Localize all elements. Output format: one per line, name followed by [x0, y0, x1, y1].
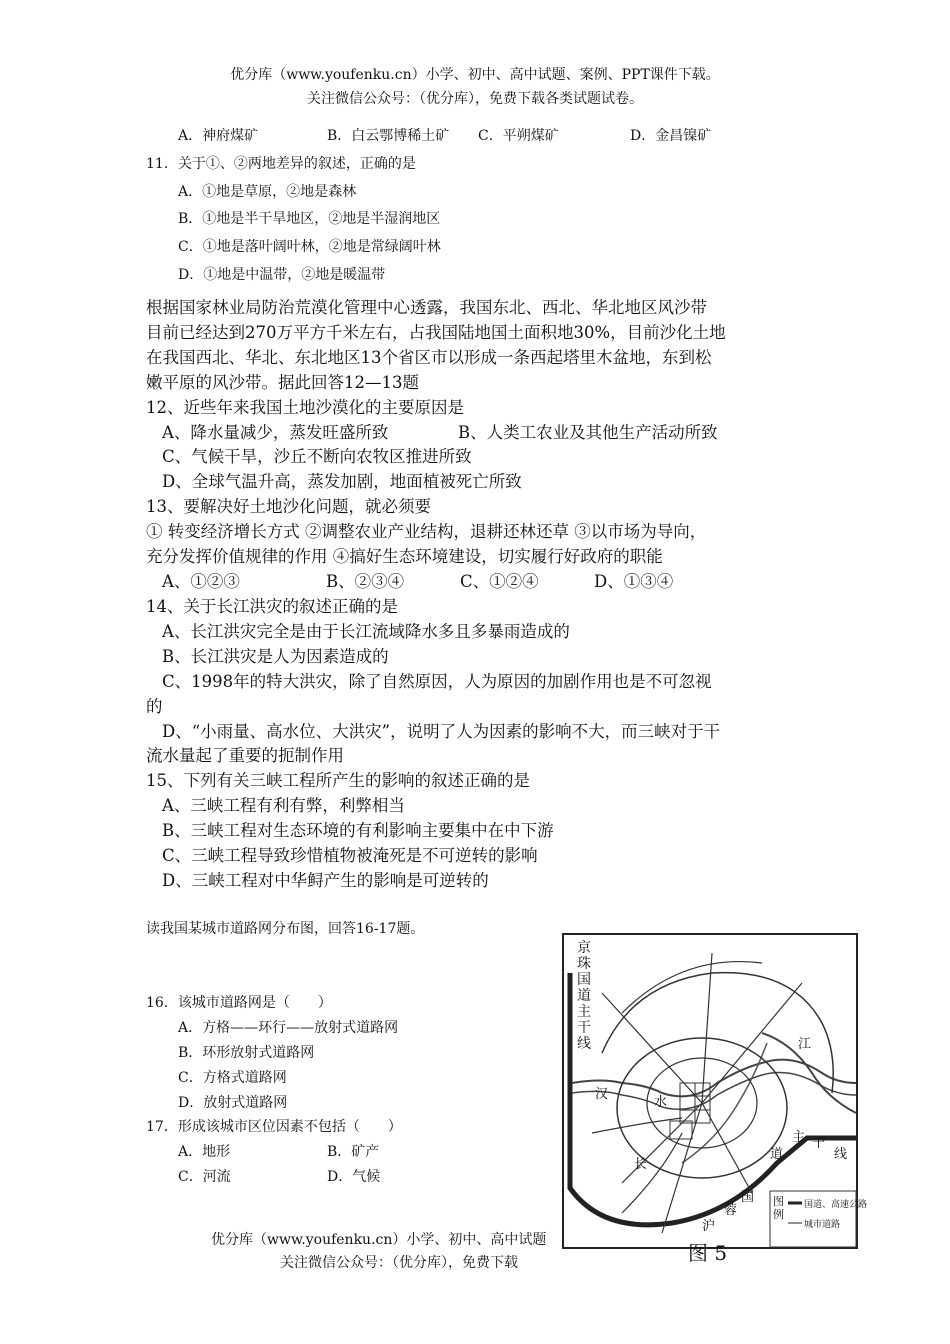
- q14-option-d-line1: D、“小雨量、高水位、大洪灾”，说明了人为因素的影响不大，而三峡对于干: [162, 722, 721, 741]
- map-label-jiang: 江: [798, 1037, 812, 1052]
- map-label-hu: 沪: [702, 1219, 716, 1234]
- page-footer-line1: 优分库（www.youfenku.cn）小学、初中、高中试题: [211, 1232, 547, 1248]
- q10-option-d: D．金昌镍矿: [630, 128, 712, 144]
- map-label-chang: 长: [634, 1157, 648, 1172]
- road-network-map: [562, 933, 868, 1249]
- q11-option-a: A．①地是草原，②地是森林: [178, 184, 357, 200]
- q14-option-d-line2: 流水量起了重要的扼制作用: [146, 746, 344, 765]
- map-label-zhu: 主: [792, 1130, 806, 1145]
- q16-option-b: B．环形放射式道路网: [178, 1045, 315, 1061]
- passage-line-3: 在我国西北、华北、东北地区13个省区市以形成一条西起塔里木盆地，东到松: [146, 348, 712, 367]
- q15-stem: 15、下列有关三峡工程所产生的影响的叙述正确的是: [146, 771, 530, 790]
- map-legend-highway: 国道、高速公路: [804, 1200, 868, 1210]
- q15-option-d: D、三峡工程对中华鲟产生的影响是可逆转的: [162, 871, 489, 890]
- map-legend-title: 图例: [773, 1195, 784, 1221]
- map-label-han: 汉: [595, 1087, 609, 1102]
- q16-option-a: A．方格——环行——放射式道路网: [178, 1020, 399, 1036]
- q16-option-d: D．放射式道路网: [178, 1095, 288, 1111]
- map-legend-city-road: 城市道路: [804, 1220, 841, 1230]
- q11-option-c: C．①地是落叶阔叶林，②地是常绿阔叶林: [178, 239, 441, 255]
- q15-option-c: C、三峡工程导致珍惜植物被淹死是不可逆转的影响: [162, 846, 538, 865]
- page-header-line1: 优分库（www.youfenku.cn）小学、初中、高中试题、案例、PPT课件下载。: [230, 67, 720, 83]
- q10-option-b: B．白云鄂博稀土矿: [327, 128, 450, 144]
- q17-option-a: A．地形: [178, 1144, 231, 1160]
- q13-option-a: A、①②③: [162, 572, 240, 591]
- q14-option-c-line2: 的: [146, 697, 163, 716]
- page-footer-line2: 关注微信公众号：（优分库），免费下载: [280, 1255, 518, 1271]
- q17-option-c: C．河流: [178, 1169, 231, 1185]
- q16-17-intro: 读我国某城市道路网分布图，回答16-17题。: [146, 921, 425, 937]
- q10-option-a: A．神府煤矿: [178, 128, 259, 144]
- q12-stem: 12、近些年来我国土地沙漠化的主要原因是: [146, 398, 464, 417]
- q17-option-d: D．气候: [327, 1169, 381, 1185]
- map-label-highway-vertical: 京珠国道主干线: [577, 940, 591, 1052]
- q17-stem: 17．形成该城市区位因素不包括（ ）: [146, 1119, 402, 1135]
- q16-option-c: C．方格式道路网: [178, 1070, 287, 1086]
- q17-option-b: B．矿产: [327, 1144, 380, 1160]
- q13-option-b: B、②③④: [326, 572, 405, 591]
- figure-caption: 图 5: [688, 1241, 728, 1265]
- q14-stem: 14、关于长江洪灾的叙述正确的是: [146, 597, 398, 616]
- page-header-line2: 关注微信公众号：（优分库），免费下载各类试题试卷。: [307, 91, 643, 107]
- q10-option-c: C．平朔煤矿: [478, 128, 559, 144]
- q11-option-b: B．①地是半干旱地区，②地是半湿润地区: [178, 211, 441, 227]
- map-label-shui: 水: [654, 1095, 668, 1110]
- map-label-guo: 国: [741, 1190, 755, 1205]
- q12-option-a: A、降水量减少，蒸发旺盛所致: [162, 423, 389, 442]
- q13-stem: 13、要解决好土地沙化问题，就必须要: [146, 497, 431, 516]
- map-label-xian: 线: [834, 1147, 848, 1162]
- q13-option-d: D、①③④: [594, 572, 674, 591]
- map-label-dao: 道: [770, 1147, 784, 1162]
- q15-option-b: B、三峡工程对生态环境的有利影响主要集中在中下游: [162, 821, 554, 840]
- q13-statement-line2: 充分发挥价值规律的作用 ④搞好生态环境建设，切实履行好政府的职能: [146, 547, 663, 566]
- q12-option-c: C、气候干旱，沙丘不断向农牧区推进所致: [162, 447, 472, 466]
- q12-option-d: D、全球气温升高，蒸发加剧，地面植被死亡所致: [162, 472, 522, 491]
- q13-statement-line1: ① 转变经济增长方式 ②调整农业产业结构，退耕还林还草 ③以市场为导向，: [146, 522, 707, 541]
- q14-option-a: A、长江洪灾完全是由于长江流域降水多且多暴雨造成的: [162, 622, 570, 641]
- q15-option-a: A、三峡工程有利有弊，利弊相当: [162, 796, 405, 815]
- q11-stem: 11．关于①、②两地差异的叙述，正确的是: [146, 156, 416, 172]
- passage-line-4: 嫩平原的风沙带。据此回答12—13题: [146, 373, 419, 392]
- q12-option-b: B、人类工农业及其他生产活动所致: [458, 423, 718, 442]
- passage-line-1: 根据国家林业局防治荒漠化管理中心透露，我国东北、西北、华北地区风沙带: [146, 298, 707, 317]
- map-label-gan: 干: [812, 1136, 826, 1151]
- q13-option-c: C、①②④: [460, 572, 539, 591]
- q14-option-b: B、长江洪灾是人为因素造成的: [162, 647, 389, 666]
- q16-stem: 16．该城市道路网是（ ）: [146, 995, 332, 1011]
- q11-option-d: D．①地是中温带，②地是暖温带: [178, 267, 386, 283]
- q14-option-c-line1: C、1998年的特大洪灾，除了自然原因，人为原因的加剧作用也是不可忽视: [162, 672, 712, 691]
- passage-line-2: 目前已经达到270万平方千米左右，占我国陆地国土面积地30%，目前沙化土地: [146, 323, 726, 342]
- map-label-rong: 蓉: [724, 1203, 738, 1218]
